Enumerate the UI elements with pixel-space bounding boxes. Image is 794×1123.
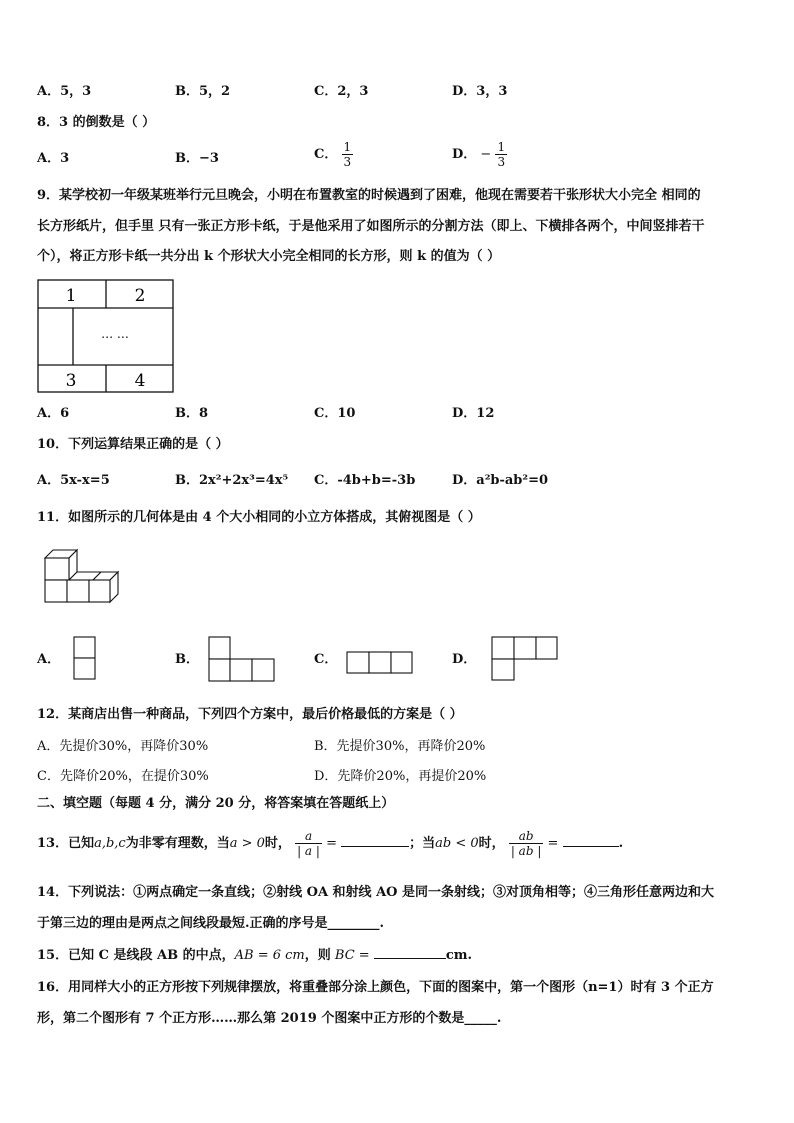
q8-option-d <box>452 140 507 169</box>
q9-option-d: D．12 <box>452 406 495 421</box>
q11-option-a-figure <box>73 636 97 681</box>
q13-f2-denominator: | ab | <box>510 844 542 858</box>
q13-cond1: a > 0 <box>229 836 265 851</box>
q14-line2: 于第三边的理由是两点之间线段最短.正确的序号是________. <box>37 916 385 931</box>
q9-stem-line3: 个），将正方形卡纸一共分出 k 个形状大小完全相同的长方形，则 k 的值为（ ） <box>37 249 501 264</box>
q13-fraction-1 <box>295 829 322 858</box>
q8-d-minus: − <box>480 147 492 162</box>
q16-line2: 形，第二个图形有 7 个正方形……那么第 2019 个图案中正方形的个数是_____. <box>37 1011 502 1026</box>
q15-unit: cm. <box>445 948 473 963</box>
q13-time2: 时， <box>478 836 505 851</box>
q9-option-a: A．6 <box>37 406 70 421</box>
section-fill-in-heading: 二、填空题（每题 4 分，满分 20 分，将答案填在答题纸上） <box>37 796 395 811</box>
q13-cond2: ab < 0 <box>435 836 479 851</box>
q15-ab: AB = 6 cm <box>234 948 305 963</box>
q8-option-c-fraction <box>342 140 354 169</box>
q13-f1-denominator: | a | <box>297 844 320 858</box>
q12-option-a: A．先提价30%，再降价30% <box>37 739 209 754</box>
q15-blank[interactable] <box>374 946 446 959</box>
q13-f1-numerator: a <box>295 829 322 844</box>
q11-option-d-figure <box>491 636 559 682</box>
q13-f2-numerator: ab <box>509 829 544 844</box>
q11-option-d-label: D． <box>452 652 477 667</box>
q13-fraction-2 <box>509 829 544 858</box>
q8-option-c-label: C． <box>314 147 338 162</box>
q9-cell-2: 2 <box>134 286 146 306</box>
q11-option-b-label: B． <box>175 652 199 667</box>
q8-stem: 8．3 的倒数是（ ） <box>37 115 156 130</box>
q15-bc: BC = <box>334 948 370 963</box>
q7-option-c: C．2，3 <box>314 84 369 99</box>
q13-prefix: 13．已知 <box>37 836 95 851</box>
q7-option-a: A．5，3 <box>37 84 92 99</box>
q9-cell-3: 3 <box>65 371 77 391</box>
q9-option-b: B．8 <box>175 406 209 421</box>
q12-option-b: B．先提价30%，再降价20% <box>314 739 486 754</box>
q8-option-c <box>314 140 353 169</box>
q8-c-denominator: 3 <box>343 155 352 169</box>
q11-option-c-label: C． <box>314 652 338 667</box>
q13-blank-1[interactable] <box>341 834 409 847</box>
q13-eq2: = <box>547 836 559 851</box>
q8-option-d-fraction <box>495 140 507 169</box>
q10-option-d: D．a²b-ab²=0 <box>452 473 549 488</box>
q11-option-a-label: A． <box>37 652 61 667</box>
q8-option-b: B．−3 <box>175 151 219 166</box>
q16-line1: 16．用同样大小的正方形按下列规律摆放，将重叠部分涂上颜色，下面的图案中，第一个图形（n=1）时有 3 个正方 <box>37 980 714 995</box>
q13-time1: 时， <box>264 836 291 851</box>
q7-option-b: B．5，2 <box>175 84 231 99</box>
q13-mid: 为非零有理数，当 <box>125 836 230 851</box>
q11-option-b-figure <box>208 636 276 682</box>
q8-d-numerator: 1 <box>497 140 506 154</box>
q15-mid: ，则 <box>304 948 331 963</box>
q15-line <box>37 946 472 965</box>
q11-option-c-figure <box>346 651 414 675</box>
q13-semi: ；当 <box>409 836 436 851</box>
q9-cell-4: 4 <box>134 371 146 391</box>
q9-square-division-figure <box>37 279 174 393</box>
q12-stem: 12．某商店出售一种商品，下列四个方案中，最后价格最低的方案是（ ） <box>37 707 463 722</box>
q10-option-a: A．5x-x=5 <box>37 473 110 488</box>
q13-blank-2[interactable] <box>563 834 619 847</box>
q10-option-b: B．2x²+2x³=4x⁵ <box>175 473 289 488</box>
q8-option-a: A．3 <box>37 151 70 166</box>
q10-option-c: C．-4b+b=-3b <box>314 473 416 488</box>
q10-stem: 10．下列运算结果正确的是（ ） <box>37 437 229 452</box>
q8-c-numerator: 1 <box>343 140 352 154</box>
q11-stem: 11．如图所示的几何体是由 4 个大小相同的小立方体搭成，其俯视图是（ ） <box>37 510 481 525</box>
q12-option-c: C．先降价20%，在提价30% <box>37 769 209 784</box>
q14-line1: 14．下列说法：①两点确定一条直线；②射线 OA 和射线 AO 是同一条射线；③对顶角相等；④三角形任意两边和大 <box>37 885 715 900</box>
q9-stem-line2: 长方形纸片，但手里 只有一张正方形卡纸，于是他采用了如图所示的分割方法（即上、下横排各两个，中间竖排若干 <box>37 219 705 234</box>
q8-d-denominator: 3 <box>497 155 506 169</box>
q7-option-d: D．3，3 <box>452 84 508 99</box>
q12-option-d: D．先降价20%，再提价20% <box>314 769 487 784</box>
q11-cube-solid-figure <box>44 546 120 604</box>
q9-dots: … … <box>101 327 129 341</box>
q9-cell-1: 1 <box>65 286 77 306</box>
q13-eq1: = <box>326 836 337 851</box>
q13-end: . <box>618 836 624 851</box>
q8-option-d-label: D． <box>452 147 477 162</box>
q13-vars: a,b,c <box>94 836 126 851</box>
q9-stem-line1: 9．某学校初一年级某班举行元旦晚会，小明在布置教室的时候遇到了困难，他现在需要若干张形状大小完全 相同的 <box>37 188 701 203</box>
q9-option-c: C．10 <box>314 406 356 421</box>
q13-line <box>37 829 623 858</box>
q15-prefix: 15．已知 C 是线段 AB 的中点， <box>37 948 235 963</box>
